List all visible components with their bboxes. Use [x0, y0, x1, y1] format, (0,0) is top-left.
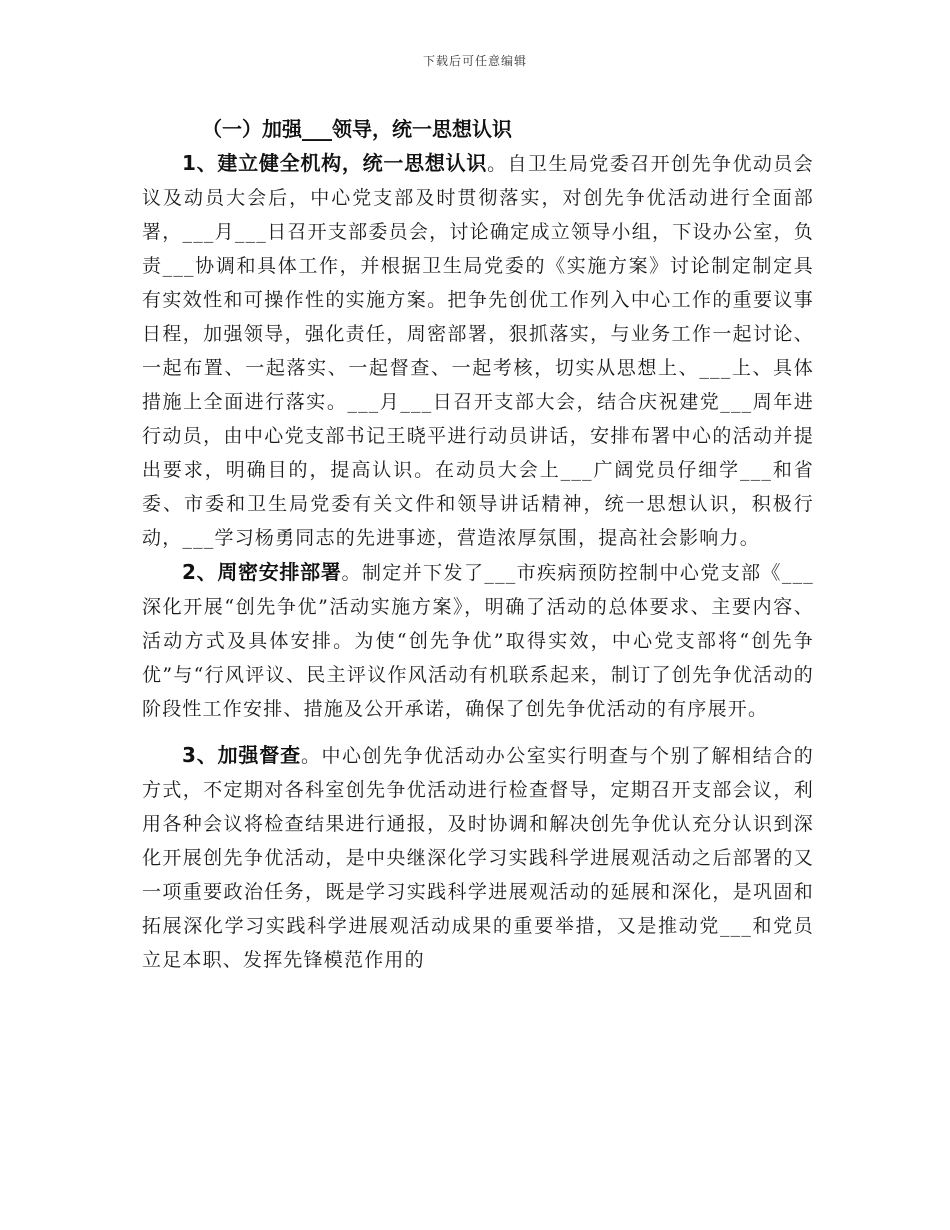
paragraph-2-body: 。制定并下发了___市疾病预防控制中心党支部《___深化开展“创先争优”活动实施方案》，明确了活动的总体要求、主要内容、活动方式及具体安排。为使“创先争优”取得实效，中心党支部将“创先争优”与“行风评议、民主评议作风活动有机联系起来，制订了创先争优活动的阶段性工作安排、措施及公开承诺，确保了创先争优活动的有序展开。 [142, 562, 815, 720]
paragraph-3-lead: 3、加强督查 [182, 743, 301, 767]
paragraph-3 [142, 738, 814, 977]
section-heading: （一）加强___领导，统一思想认识 [202, 117, 512, 141]
paragraph-1-lead: 1、建立健全机构，统一思想认识 [182, 151, 488, 175]
paragraph-1 [142, 146, 814, 555]
paragraph-3-body: 。中心创先争优活动办公室实行明查与个别了解相结合的方式，不定期对各科室创先争优活动进行检查督导，定期召开支部会议，利用各种会议将检查结果进行通报，及时协调和解决创先争优认充分认识到深化开展创先争优活动，是中央继深化学习实践科学进展观活动之后部署的又一项重要政治任务，既是学习实践科学进展观活动的延展和深化，是巩固和拓展深化学习实践科学进展观活动成果的重要举措，又是推动党___和党员立足本职、发挥先锋模范作用的 [142, 745, 814, 971]
paragraph-1-body: 。自卫生局党委召开创先争优动员会议及动员大会后，中心党支部及时贯彻落实，对创先争优活动进行全面部署，___月___日召开支部委员会，讨论确定成立领导小组，下设办公室，负责___协调和具体工作，并根据卫生局党委的《实施方案》讨论制定制定具有实效性和可操作性的实施方案。把争先创优工作列入中心工作的重要议事日程，加强领导，强化责任，周密部署，狠抓落实，与业务工作一起讨论、一起布置、一起落实、一起督查、一起考核，切实从思想上、___上、具体措施上全面进行落实。___月___日召开支部大会，结合庆祝建党___周年进行动员，由中心党支部书记王晓平进行动员讲话，安排布署中心的活动并提出要求，明确目的，提高认识。在动员大会上___广阔党员仔细学___和省委、市委和卫生局党委有关文件和领导讲话精神，统一思想认识，积极行动，___学习杨勇同志的先进事迹，营造浓厚氛围，提高社会影响力。 [142, 153, 814, 549]
page-header-note: 下载后可任意编辑 [422, 54, 527, 68]
document-body [142, 112, 814, 977]
paragraph-2 [142, 555, 814, 726]
paragraph-2-lead: 2、周密安排部署 [182, 560, 342, 584]
